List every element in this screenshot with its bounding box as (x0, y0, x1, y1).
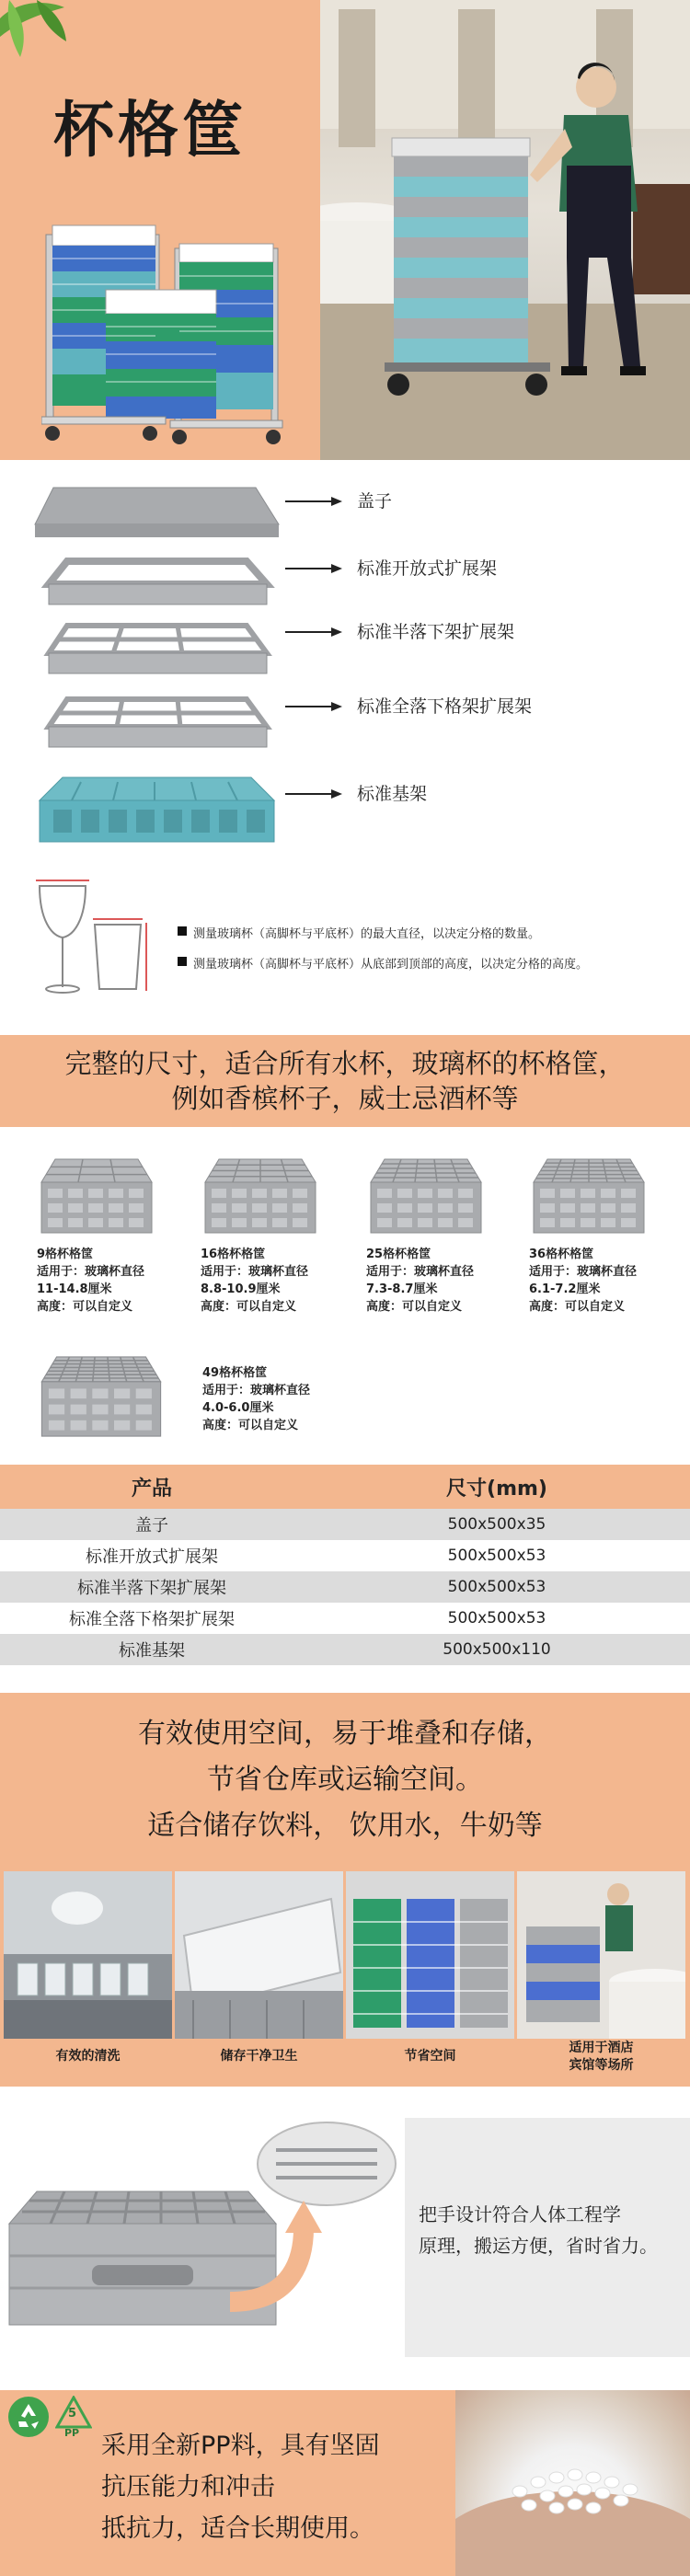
waitress-with-rack-cart-image (320, 0, 690, 460)
cell-size: 500x500x53 (447, 1578, 546, 1596)
material-section (0, 2390, 690, 2576)
bullet (178, 957, 187, 966)
label-base-rack: 标准基架 (357, 784, 428, 804)
table-row (0, 1603, 690, 1634)
photo-hotel-use (517, 1871, 685, 2039)
banner-line: 完整的尺寸，适合所有水杯，玻璃杯的杯格筐， (64, 1048, 626, 1079)
banner-line: 例如香槟杯子，威士忌酒杯等 (171, 1083, 519, 1114)
photo-caption: 储存干净卫生 (220, 2049, 298, 2064)
label-lid: 盖子 (357, 491, 393, 512)
photo-caption-line2: 宾馆等场所 (569, 2058, 634, 2073)
handle-design-section (0, 2099, 690, 2375)
size-height: 高度：可以自定义 (366, 1300, 463, 1314)
hero-left-panel (0, 0, 320, 460)
size-fit: 适用于：玻璃杯直径 (529, 1265, 638, 1279)
photo-caption: 适用于酒店 (569, 2041, 634, 2055)
photo-hygienic-storage (175, 1871, 343, 2039)
size-fit: 适用于：玻璃杯直径 (201, 1265, 309, 1279)
size-range: 11-14.8厘米 (37, 1282, 112, 1296)
photo-caption: 节省空间 (404, 2049, 456, 2064)
banner-line: 适合储存饮料， 饮用水，牛奶等 (147, 1810, 543, 1842)
cell-size: 500x500x53 (447, 1609, 546, 1627)
size-range: 4.0-6.0厘米 (202, 1401, 274, 1415)
size-name: 9格杯格筐 (37, 1248, 94, 1261)
size-name: 49格杯格筐 (202, 1366, 268, 1380)
rack-layers-illustration (26, 469, 283, 856)
rack-icon (37, 1150, 156, 1242)
size-name: 36格杯格筐 (529, 1248, 594, 1261)
cell-product: 标准全落下格架扩展架 (69, 1610, 235, 1629)
size-height: 高度：可以自定义 (201, 1300, 297, 1314)
cell-product: 盖子 (135, 1516, 168, 1535)
cell-size: 500x500x35 (447, 1515, 546, 1534)
spec-table (0, 1465, 690, 1665)
arrow-right-icon (285, 563, 342, 574)
material-description (101, 2425, 380, 2549)
hero-section (0, 0, 690, 460)
table-row (0, 1634, 690, 1665)
glass-measure-icon (32, 869, 152, 1017)
bullet (178, 926, 187, 936)
measure-note-height: 测量玻璃杯（高脚杯与平底杯）从底部到顶部的高度，以决定分格的高度。 (193, 958, 589, 972)
material-line: 抵抗力，适合长期使用。 (101, 2514, 374, 2543)
header-product: 产品 (131, 1477, 172, 1501)
measure-note-diameter: 测量玻璃杯（高脚杯与平底杯）的最大直径，以决定分格的数量。 (193, 927, 541, 941)
arrow-right-icon (285, 788, 342, 799)
storage-banner (0, 1693, 690, 1866)
recycle-code-label: PP (64, 2427, 80, 2439)
table-row (0, 1540, 690, 1571)
label-half-drop-extender: 标准半落下架扩展架 (357, 622, 515, 642)
label-full-drop-extender: 标准全落下格架扩展架 (357, 696, 533, 717)
photo-space-saving (346, 1871, 514, 2039)
size-range: 6.1-7.2厘米 (529, 1282, 601, 1296)
size-item-49 (37, 1346, 340, 1447)
table-row (0, 1571, 690, 1603)
recycle-code-number: 5 (68, 2407, 77, 2421)
material-line: 抗压能力和冲击 (101, 2473, 275, 2501)
size-fit: 适用于：玻璃杯直径 (366, 1265, 475, 1279)
photo-washing (4, 1871, 172, 2039)
banner-line: 节省仓库或运输空间。 (207, 1764, 483, 1796)
rack-cart-illustration (41, 207, 290, 446)
compartment-sizes-section (0, 1127, 690, 1467)
size-fit: 适用于：玻璃杯直径 (37, 1265, 145, 1279)
cell-size: 500x500x53 (447, 1547, 546, 1565)
size-item-16 (201, 1150, 357, 1316)
exploded-view-section (0, 460, 690, 865)
size-item-9 (37, 1150, 193, 1316)
size-name: 16格杯格筐 (201, 1248, 266, 1261)
table-header-row (0, 1465, 690, 1509)
size-range: 8.8-10.9厘米 (201, 1282, 281, 1296)
rack-icon (529, 1150, 649, 1242)
usage-photos-section (0, 1866, 690, 2087)
arrow-right-icon (285, 701, 342, 712)
rack-icon (37, 1346, 166, 1447)
pp-pellets-image (455, 2390, 690, 2576)
table-row (0, 1509, 690, 1540)
cell-size: 500x500x110 (443, 1640, 551, 1659)
cell-product: 标准开放式扩展架 (86, 1547, 218, 1567)
size-fit: 适用于：玻璃杯直径 (202, 1384, 311, 1397)
cell-product: 标准基架 (119, 1641, 185, 1661)
recycle-icon (7, 2396, 50, 2438)
handle-description (419, 2199, 658, 2261)
size-range: 7.3-8.7厘米 (366, 1282, 438, 1296)
cell-product: 标准半落下架扩展架 (77, 1579, 226, 1598)
banner-line: 有效使用空间，易于堆叠和存储， (138, 1718, 552, 1750)
header-size: 尺寸(mm) (446, 1477, 547, 1501)
measurement-section (0, 869, 690, 1017)
hero-photo (320, 0, 690, 460)
arrow-right-icon (285, 496, 342, 507)
size-height: 高度：可以自定义 (37, 1300, 133, 1314)
size-height: 高度：可以自定义 (529, 1300, 626, 1314)
rack-handle-illustration (0, 2109, 405, 2366)
handle-text-panel (405, 2118, 690, 2357)
size-height: 高度：可以自定义 (202, 1419, 299, 1432)
arrow-right-icon (285, 627, 342, 638)
material-line: 采用全新PP料，具有坚固 (101, 2432, 380, 2460)
page-title: 杯格筐 (53, 95, 247, 166)
compatibility-banner (0, 1035, 690, 1127)
handle-line: 把手设计符合人体工程学 (419, 2203, 621, 2225)
photo-caption: 有效的清洗 (55, 2049, 121, 2064)
label-open-extender: 标准开放式扩展架 (357, 558, 498, 579)
size-item-36 (529, 1150, 685, 1316)
size-item-25 (366, 1150, 523, 1316)
handle-line: 原理，搬运方便，省时省力。 (419, 2235, 658, 2257)
rack-icon (201, 1150, 320, 1242)
rack-icon (366, 1150, 486, 1242)
leaf-icon (0, 0, 83, 64)
size-name: 25格杯格筐 (366, 1248, 431, 1261)
